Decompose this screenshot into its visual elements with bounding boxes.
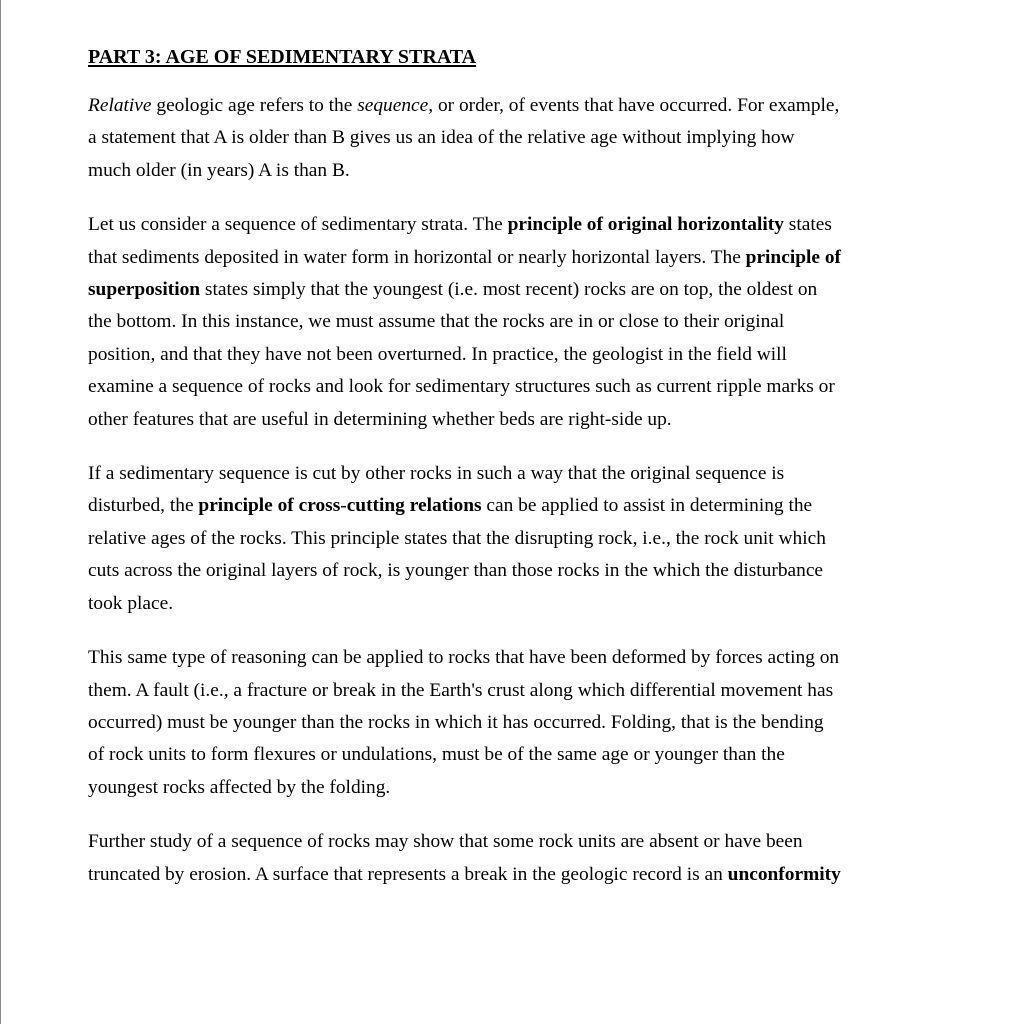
text-line: examine a sequence of rocks and look for sedimentary structures such as current ripple marks or <box>88 376 835 398</box>
paragraph-cross-cutting <box>88 458 938 620</box>
text-line <box>88 209 938 241</box>
text-line: If a sedimentary sequence is cut by other rocks in such a way that the original sequence is <box>88 463 785 485</box>
paragraph-relative-age <box>88 90 938 187</box>
text-line: other features that are useful in determining whether beds are right-side up. <box>88 408 672 430</box>
text-span: geologic age refers to the <box>151 95 358 116</box>
text-span: or order, of events that have occurred. For example, <box>433 95 840 116</box>
bold-term-original-horizontality: principle of original horizontality <box>507 214 784 236</box>
paragraph-deformation <box>88 642 938 804</box>
bold-term-superposition: superposition <box>88 279 201 301</box>
text-line: them. A fault (i.e., a fracture or break in the Earth's crust along which differential movement has <box>88 679 834 701</box>
text-line <box>88 859 938 891</box>
text-line: occurred) must be younger than the rocks in which it has occurred. Folding, that is the bending <box>88 711 824 733</box>
text-line: of rock units to form flexures or undulations, must be of the same age or younger than the <box>88 744 785 766</box>
text-span: can be applied to assist in determining the <box>481 495 813 517</box>
text-span: Let us consider a sequence of sedimentary strata. The <box>88 214 508 236</box>
italic-term-sequence: sequence, <box>357 95 434 116</box>
paragraph-unconformity <box>88 826 938 891</box>
text-line: much older (in years) A is than B. <box>88 159 350 181</box>
text-line: Further study of a sequence of rocks may show that some rock units are absent or have been <box>88 831 803 853</box>
bold-term-cross-cutting-relations: principle of cross-cutting relations <box>198 495 482 517</box>
text-line: a statement that A is older than B gives us an idea of the relative age without implying how <box>88 127 795 149</box>
text-span: truncated by erosion. A surface that represents a break in the geologic record is an <box>88 863 728 885</box>
text-span: disturbed, the <box>88 495 199 517</box>
text-line: cuts across the original layers of rock, is younger than those rocks in the which the disturbance <box>88 560 824 582</box>
text-span: states simply that the youngest (i.e. most recent) rocks are on top, the oldest on <box>200 279 818 301</box>
bold-term-unconformity: unconformity <box>727 863 841 885</box>
text-line <box>88 242 938 274</box>
text-line <box>88 490 938 522</box>
text-line: the bottom. In this instance, we must assume that the rocks are in or close to their original <box>88 311 785 333</box>
text-line <box>88 90 938 122</box>
text-line: took place. <box>88 592 174 614</box>
text-line: position, and that they have not been overturned. In practice, the geologist in the field will <box>88 343 787 365</box>
text-line: relative ages of the rocks. This principle states that the disrupting rock, i.e., the rock unit which <box>88 527 826 549</box>
text-line <box>88 274 938 306</box>
text-line: youngest rocks affected by the folding. <box>88 776 391 798</box>
text-span: states <box>783 214 832 236</box>
text-span: that sediments deposited in water form in horizontal or nearly horizontal layers. The <box>88 246 746 268</box>
bold-term-principle-of: principle of <box>745 246 841 268</box>
text-line: This same type of reasoning can be applied to rocks that have been deformed by forces acting on <box>88 647 840 669</box>
section-heading: PART 3: AGE OF SEDIMENTARY STRATA <box>88 46 477 68</box>
italic-term-relative: Relative <box>88 95 152 116</box>
document-page <box>88 44 938 913</box>
paragraph-principles <box>88 209 938 436</box>
